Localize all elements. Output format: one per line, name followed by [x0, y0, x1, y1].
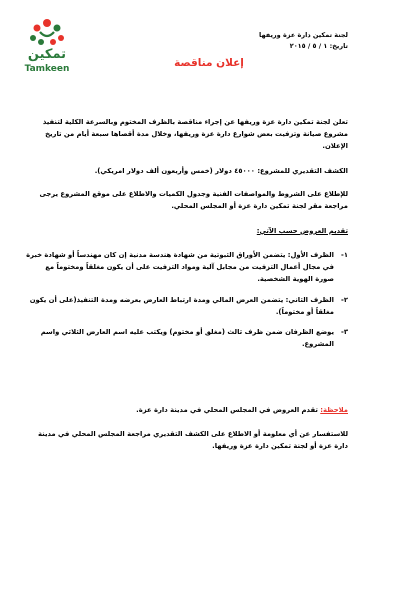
list-item: [26, 249, 348, 286]
intro-paragraph: تعلن لجنة تمكين دارة عزة وريفها عن إجراء مناقصة بالظرف المختوم وبالسرعة الكلية لتنفيذ مشروع صيانة وتزفيت بعض شوارع دارة عزة وريفها، وخلال مدة أقصاها سبعة أيام من تاريخ الإعلان.: [42, 118, 348, 151]
date-label: تاريخ:: [329, 42, 348, 50]
note-paragraph: [26, 404, 348, 416]
list-item-text: يوضع الظرفان ضمن ظرف ثالث (مغلق أو مختوم) ويكتب عليه اسم العارض الثلاثي واسم المشروع.: [40, 328, 334, 349]
logo-english-text: Tamkeen: [24, 64, 70, 74]
list-item-number: ١-: [341, 251, 348, 259]
list-item: [26, 326, 348, 350]
list-item-text: الظرف الثاني: يتضمن العرض المالي ومدة ارتباط العارض بعرضه ومدة التنفيذ(على أن يكون مغلقاً أو مختوماً).: [29, 295, 334, 316]
note-label: ملاحظة:: [320, 406, 348, 414]
offers-heading: تقديم العروض حسب الآتي:: [256, 227, 348, 235]
inquiry-paragraph: للاستفسار عن أي معلومة أو الاطلاع على الكشف التقديري مراجعة المجلس المحلي في مدينة دارة عزة أو لجنة تمكين دارة عزة وريفها.: [38, 430, 348, 451]
offers-list: [26, 249, 348, 358]
date-value: ١ / ٥ / ٢٠١٥: [289, 42, 328, 50]
note-text: تقدم العروض في المجلس المحلي في مدينة دارة عزة.: [136, 406, 321, 414]
date-line: [168, 41, 348, 52]
info-paragraph: للإطلاع على الشروط والمواصفات الفنية وجدول الكميات والاطلاع على موقع المشروع يرجى مراجعة مقر لجنة تمكين دارة عزة أو المجلس المحلي.: [39, 190, 348, 211]
logo-arabic-text: تمكين: [27, 47, 67, 62]
list-item: [26, 294, 348, 318]
list-item-number: ٢-: [341, 295, 348, 304]
cost-paragraph: الكشف التقديري للمشروع: ٤٥٠٠٠ دولار (خمس وأربعون ألف دولار امريكي).: [94, 167, 348, 175]
tamkeen-logo: [16, 18, 78, 80]
list-item-text: الظرف الأول: يتضمن الأوراق الثبوتية من شهادة هندسة مدنية إن كان مهندساً أو شهادة خبرة في مجال أعمال التزفيت من مجابل آلية ومواد التزفيت على أن يكون مغلقاً ومختوماً مع صورة الهوية الشخصية.: [26, 251, 334, 284]
list-item-number: ٣-: [341, 328, 348, 337]
logo-mark-icon: [28, 18, 66, 48]
page-title: إعلان مناقصة: [174, 57, 244, 69]
header-block: [168, 30, 348, 52]
committee-name: لجنة تمكين دارة عزة وريفها: [259, 31, 348, 39]
